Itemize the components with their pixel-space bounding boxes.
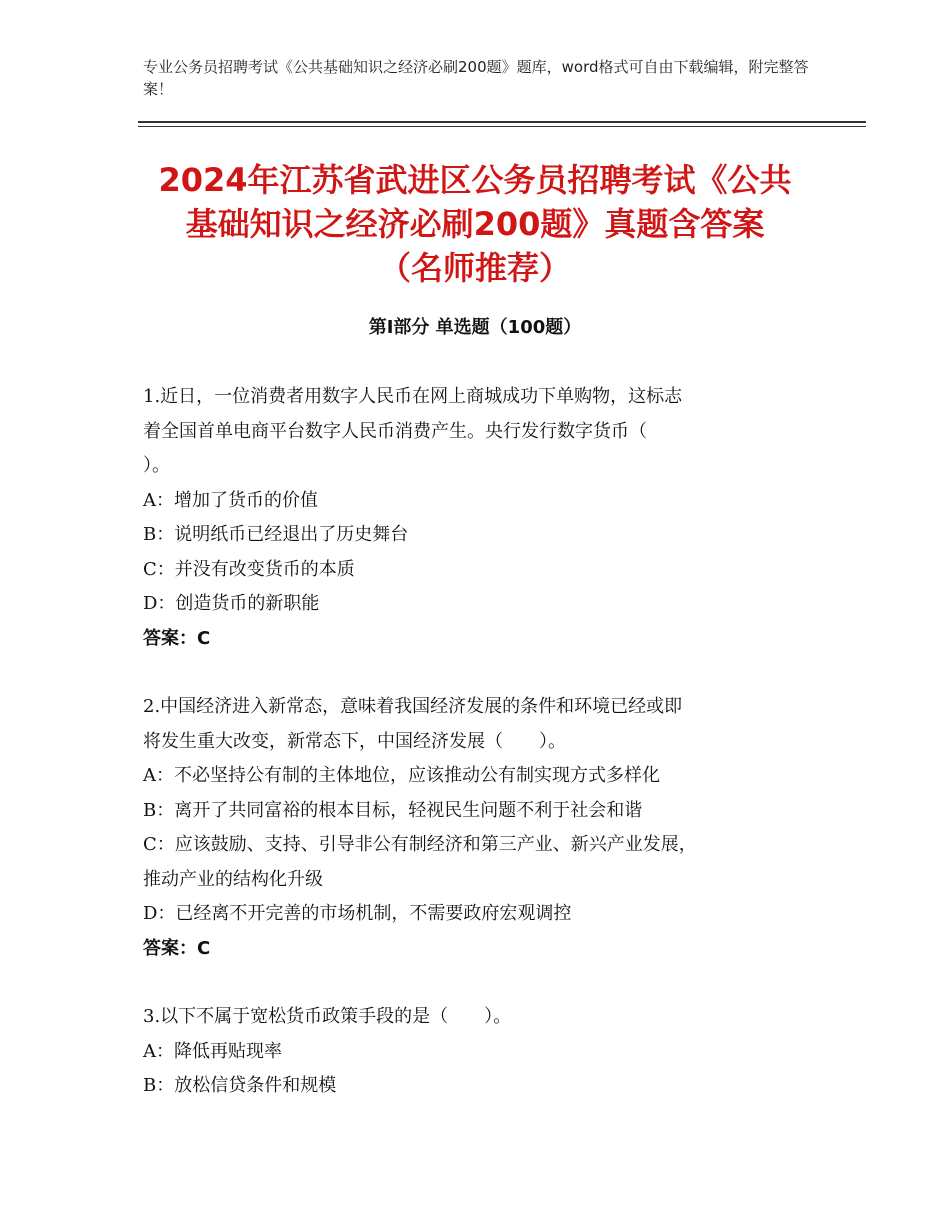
option-b: B：离开了共同富裕的根本目标，轻视民生问题不利于社会和谐: [143, 799, 643, 821]
title-line: 基础知识之经济必刷200题》真题含答案: [185, 205, 765, 243]
header-divider-thin: [138, 126, 866, 127]
title-line: （名师推荐）: [378, 249, 571, 287]
question-list: [143, 380, 803, 1138]
question-stem: 将发生重大改变，新常态下，中国经济发展（ ）。: [143, 730, 566, 752]
answer: 答案：C: [143, 627, 211, 649]
option-b: B：放松信贷条件和规模: [143, 1075, 337, 1096]
section-title: 第Ⅰ部分 单选题（100题）: [368, 317, 582, 338]
option-c: C：应该鼓励、支持、引导非公有制经济和第三产业、新兴产业发展，: [143, 834, 697, 855]
option-b: B：说明纸币已经退出了历史舞台: [143, 524, 409, 545]
question-stem: 着全国首单电商平台数字人民币消费产生。央行发行数字货币（: [143, 420, 647, 442]
question-1: [143, 380, 803, 656]
header-divider-thick: [138, 121, 866, 123]
question-stem: ）。: [143, 455, 170, 476]
option-d: D：已经离不开完善的市场机制，不需要政府宏观调控: [143, 903, 572, 924]
question-2: [143, 690, 803, 966]
question-stem: 2.中国经济进入新常态，意味着我国经济发展的条件和环境已经或即: [143, 696, 683, 717]
title-line: 2024年江苏省武进区公务员招聘考试《公共: [158, 161, 792, 199]
option-d: D：创造货币的新职能: [143, 593, 320, 614]
option-a: A：不必坚持公有制的主体地位，应该推动公有制实现方式多样化: [143, 765, 660, 786]
option-a: A：降低再贴现率: [143, 1040, 282, 1062]
option-c: C：并没有改变货币的本质: [143, 558, 355, 580]
question-stem: 1.近日，一位消费者用数字人民币在网上商城成功下单购物，这标志: [143, 386, 683, 407]
option-c-continued: 推动产业的结构化升级: [143, 868, 323, 890]
document-title: [100, 158, 850, 290]
option-a: A：增加了货币的价值: [143, 489, 318, 511]
question-stem: 3.以下不属于宽松货币政策手段的是（ ）。: [143, 1006, 512, 1027]
answer: 答案：C: [143, 937, 211, 959]
header-note: 专业公务员招聘考试《公共基础知识之经济必刷200题》题库，word格式可自由下载编辑，附完整答案！: [143, 58, 809, 98]
question-3: [143, 1000, 803, 1104]
